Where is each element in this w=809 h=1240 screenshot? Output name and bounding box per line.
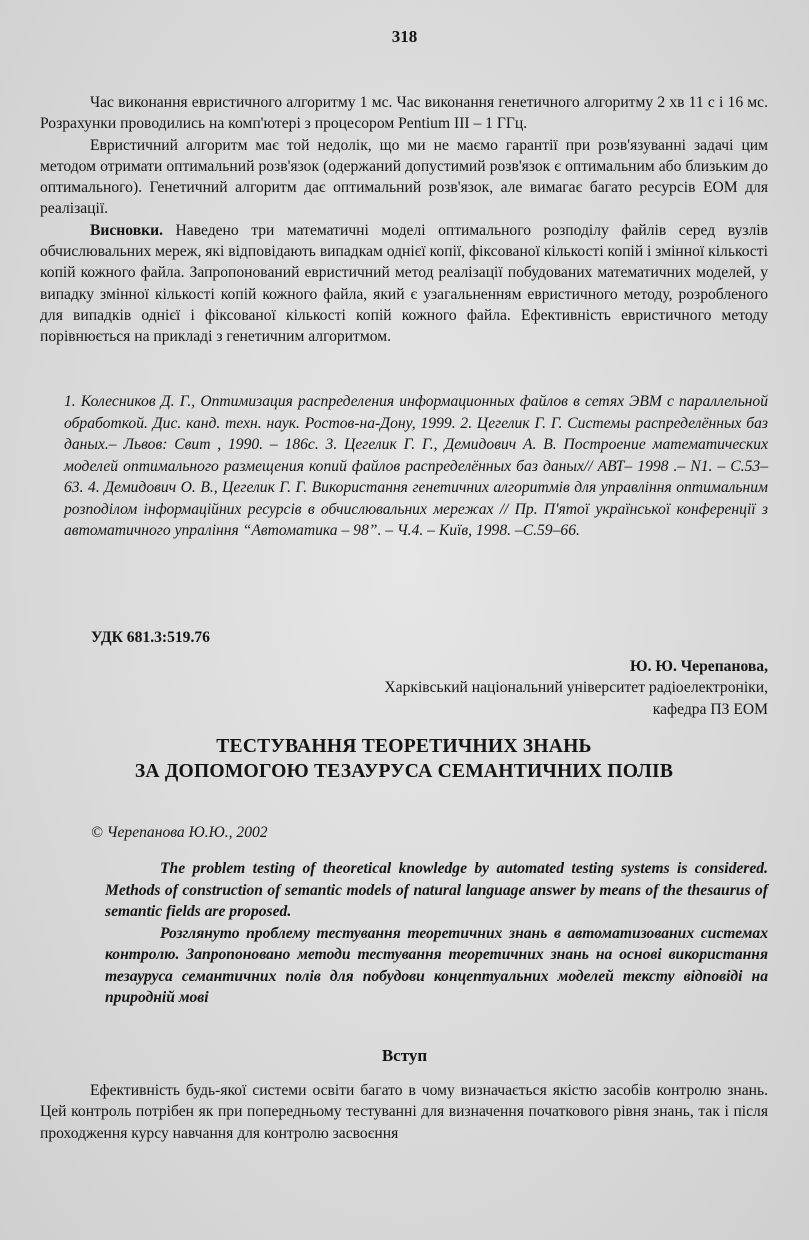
copyright: © Черепанова Ю.Ю., 2002 bbox=[91, 824, 268, 841]
introduction bbox=[40, 1080, 768, 1144]
preceding-article-text bbox=[40, 92, 768, 348]
conclusions-text: Наведено три математичні моделі оптимального розподілу файлів серед вузлів обчислювальних мереж, які відповідають випадкам однієї копії, фіксованої кількості копій і змінної кількості копій кожного файла. Запропонований евристичний метод реалізації побудованих математичних моделей, у випадку змінної кількості копій кожного файла, який є узагальненням евристичного методу, розробленого для випадків однієї і фіксованої кількості копій кожного файла. Ефективність евристичного методу порівнюється на прикладі з генетичним алгоритмом. bbox=[40, 221, 768, 346]
udk-code: УДК 681.3:519.76 bbox=[91, 629, 210, 646]
intro-paragraph: Ефективність будь-якої системи освіти багато в чому визначається якістю засобів контролю знань. Цей контроль потрібен як при попередньому тестуванні для визначення початкового рівня знань, так і після проходження курсу навчання для контролю засвоєння bbox=[40, 1082, 768, 1142]
article-title bbox=[40, 734, 768, 784]
abstract-ukrainian: Розглянуто проблему тестування теоретичних знань в автоматизованих системах контролю. Запропоновано методи тестування теоретичних знань на основі використання тезауруса семантичних полів для побудови концептуальних моделей тексту відповіді на природній мові bbox=[105, 924, 768, 1006]
conclusions-label: Висновки. bbox=[90, 221, 163, 239]
author-department: кафедра ПЗ ЕОМ bbox=[652, 700, 768, 718]
abstract-english: The problem testing of theoretical knowledge by automated testing systems is considered. Methods of construction of semantic models of natural language answer by means of the thesaurus of semantic fields are proposed. bbox=[105, 860, 768, 920]
references: 1. Колесников Д. Г., Оптимизация распределения информационных файлов в сетях ЭВМ с параллельной обработкой. Дис. канд. техн. наук. Ростов-на-Дону, 1999. 2. Цегелик Г. Г. Системы распределённых баз даных.– Львов: Свит , 1990. – 186с. 3. Цегелик Г. Г., Демидович А. В. Построение математических моделей оптимального размещения копий файлов распределённых баз даных// АВТ– 1998 .– N1. – С.53–63. 4. Демидович О. В., Цегелик Г. Г. Використання генетичних алгоритмів для управління оптимальним розподілом інформаційних ресурсів в обчислювальних мережах // Пр. П'ятої української конференції з автоматичного упраління “Автоматика – 98”. – Ч.4. – Київ, 1998. –С.59–66. bbox=[64, 393, 768, 539]
author-block bbox=[268, 656, 768, 720]
abstract bbox=[105, 858, 768, 1009]
author-affiliation: Харківський національний університет радіоелектроніки, bbox=[384, 679, 768, 697]
paragraph-heuristic-drawback: Евристичний алгоритм має той недолік, що ми не маємо гарантії при розв'язуванні задачі цим методом отримати оптимальний розв'язок (одержаний допустимий розв'язок є оптимальним або близьким до оптимального). Генетичний алгоритм дає оптимальний розв'язок, але вимагає багато ресурсів ЕОМ для реалізації. bbox=[40, 136, 768, 218]
paragraph-conclusions bbox=[40, 220, 768, 348]
page-number: 318 bbox=[391, 27, 418, 46]
article-title-line-1: ТЕСТУВАННЯ ТЕОРЕТИЧНИХ ЗНАНЬ bbox=[216, 736, 592, 757]
article-title-line-2: ЗА ДОПОМОГОЮ ТЕЗАУРУСА СЕМАНТИЧНИХ ПОЛІВ bbox=[134, 761, 674, 782]
section-heading: Вступ bbox=[381, 1046, 428, 1065]
author-name: Ю. Ю. Черепанова, bbox=[630, 658, 768, 675]
paragraph-timing: Час виконання евристичного алгоритму 1 мс. Час виконання генетичного алгоритму 2 хв 11 с і 16 мс. Розрахунки проводились на комп'ютері з процесором Pentium III – 1 ГГц. bbox=[40, 94, 768, 133]
